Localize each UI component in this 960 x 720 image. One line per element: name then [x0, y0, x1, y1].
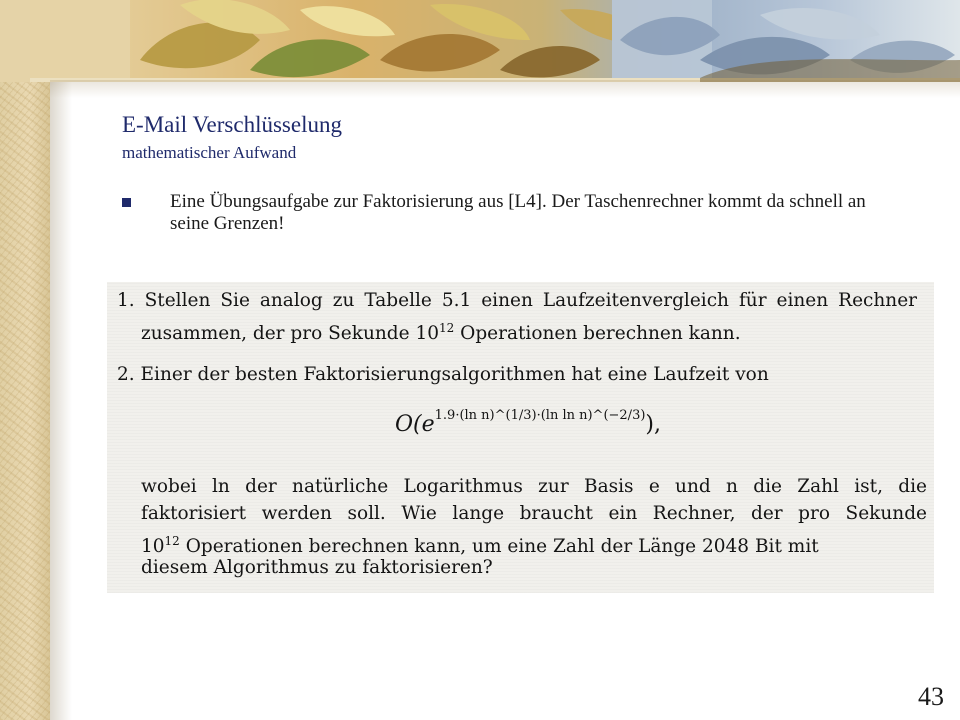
exercise-item-2-line-2: wobei ln der natürliche Logarithmus zur Basis e und n die Zahl ist, die: [141, 476, 927, 497]
exercise-item-2-line-5: diesem Algorithmus zu faktorisieren?: [141, 557, 493, 578]
exercise-scan-image: [107, 282, 934, 593]
slide-subtitle: mathematischer Aufwand: [122, 143, 297, 162]
exercise-item-2-line-4: $10^{12}$ Operationen berechnen kann, um eine Zahl der Länge 2048 Bit mit: [141, 534, 819, 558]
exercise-item-2-line-1: 2. Einer der besten Faktorisierungsalgorithmen hat eine Laufzeit von: [117, 364, 769, 385]
page-number: 43: [918, 682, 944, 711]
exercise-item-2-line-3: faktorisiert werden soll. Wie lange braucht ein Rechner, der pro Sekunde: [141, 503, 927, 524]
bullet-text: Eine Übungsaufgabe zur Faktorisierung aus [L4]. Der Taschenrechner kommt da schnell an seine Grenzen!: [170, 191, 866, 234]
square-bullet-icon: [122, 198, 131, 207]
exercise-item-1-line-2: zusammen, der pro Sekunde $10^{12}$ Operationen berechnen kann.: [141, 321, 741, 345]
slide-title: E-Mail Verschlüsselung: [122, 112, 342, 137]
runtime-formula: $O(e^{1.9\cdot(ln n)\^{}(1/3)\cdot(ln ln n)\^{}(-2/3)})$,: [395, 408, 661, 437]
banner-shadow: [50, 80, 960, 98]
left-shadow: [50, 80, 72, 720]
leaf-banner-image: [0, 0, 960, 82]
exercise-item-1-line-1: 1. Stellen Sie analog zu Tabelle 5.1 einen Laufzeitenvergleich für einen Rechner: [117, 290, 917, 311]
decorative-left-strip: [0, 0, 50, 720]
